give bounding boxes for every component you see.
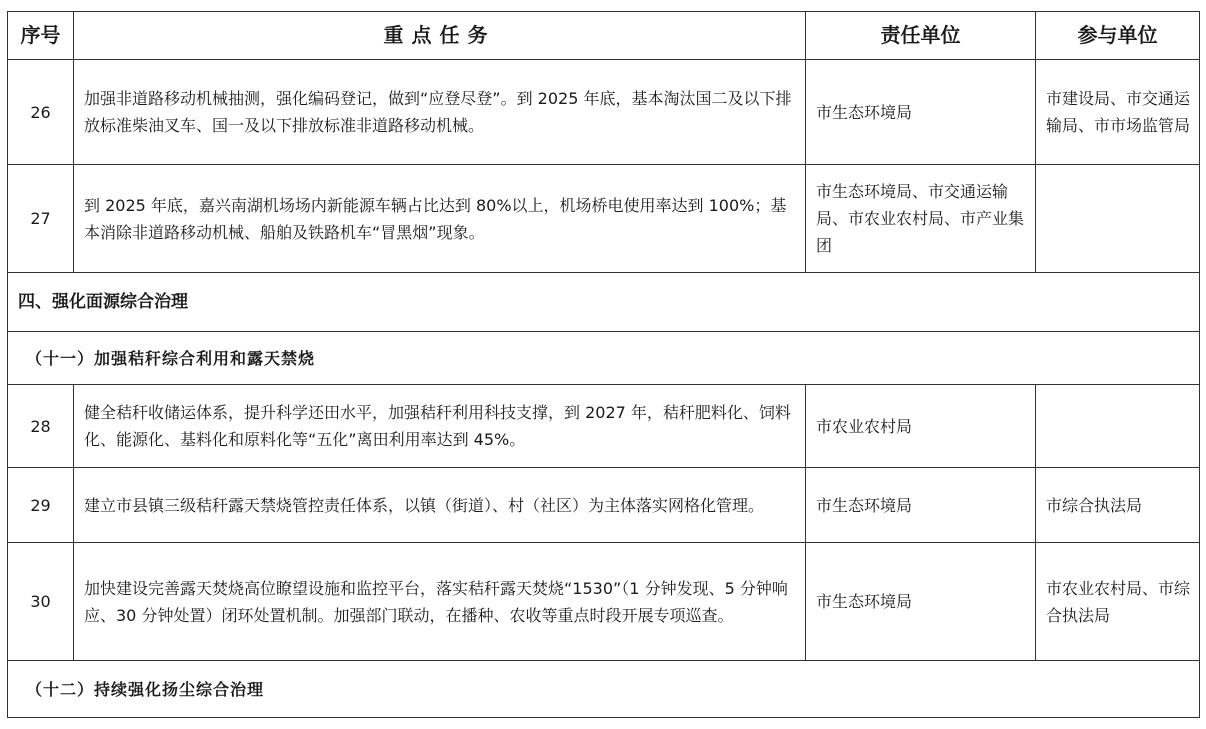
row-resp: 市生态环境局 <box>806 60 1036 165</box>
row-resp: 市生态环境局 <box>806 468 1036 543</box>
row-no: 29 <box>8 468 74 543</box>
subsection-heading: （十一）加强秸秆综合利用和露天禁烧 <box>8 332 1200 385</box>
row-resp: 市生态环境局 <box>806 543 1036 661</box>
row-part: 市综合执法局 <box>1036 468 1200 543</box>
table-header-row <box>8 12 1200 60</box>
section-heading: 四、强化面源综合治理 <box>8 273 1200 332</box>
table-row <box>8 165 1200 273</box>
row-task: 健全秸秆收储运体系，提升科学还田水平，加强秸秆利用科技支撑，到 2027 年，秸秆肥料化、饲料化、能源化、基料化和原料化等“五化”离田利用率达到 45%。 <box>74 385 806 468</box>
section-row <box>8 273 1200 332</box>
subsection-heading: （十二）持续强化扬尘综合治理 <box>8 661 1200 718</box>
row-part: 市建设局、市交通运输局、市市场监管局 <box>1036 60 1200 165</box>
row-part: 市农业农村局、市综合执法局 <box>1036 543 1200 661</box>
row-no: 30 <box>8 543 74 661</box>
row-part <box>1036 385 1200 468</box>
subsection-row <box>8 332 1200 385</box>
header-no: 序号 <box>8 12 74 60</box>
row-resp: 市生态环境局、市交通运输局、市农业农村局、市产业集团 <box>806 165 1036 273</box>
header-part: 参与单位 <box>1036 12 1200 60</box>
subsection-row <box>8 661 1200 718</box>
row-resp: 市农业农村局 <box>806 385 1036 468</box>
row-no: 26 <box>8 60 74 165</box>
table-row <box>8 60 1200 165</box>
row-part <box>1036 165 1200 273</box>
header-task: 重点任务 <box>74 12 806 60</box>
row-no: 28 <box>8 385 74 468</box>
table-row <box>8 385 1200 468</box>
header-resp: 责任单位 <box>806 12 1036 60</box>
task-table <box>7 11 1200 718</box>
row-task: 加快建设完善露天焚烧高位瞭望设施和监控平台，落实秸秆露天焚烧“1530”（1 分钟发现、5 分钟响应、30 分钟处置）闭环处置机制。加强部门联动，在播种、农收等重点时段开展专项巡查。 <box>74 543 806 661</box>
row-no: 27 <box>8 165 74 273</box>
row-task: 加强非道路移动机械抽测，强化编码登记，做到“应登尽登”。到 2025 年底，基本淘汰国二及以下排放标准柴油叉车、国一及以下排放标准非道路移动机械。 <box>74 60 806 165</box>
table-row <box>8 468 1200 543</box>
table-row <box>8 543 1200 661</box>
row-task: 建立市县镇三级秸秆露天禁烧管控责任体系，以镇（街道）、村（社区）为主体落实网格化管理。 <box>74 468 806 543</box>
row-task: 到 2025 年底，嘉兴南湖机场场内新能源车辆占比达到 80%以上，机场桥电使用率达到 100%；基本消除非道路移动机械、船舶及铁路机车“冒黑烟”现象。 <box>74 165 806 273</box>
